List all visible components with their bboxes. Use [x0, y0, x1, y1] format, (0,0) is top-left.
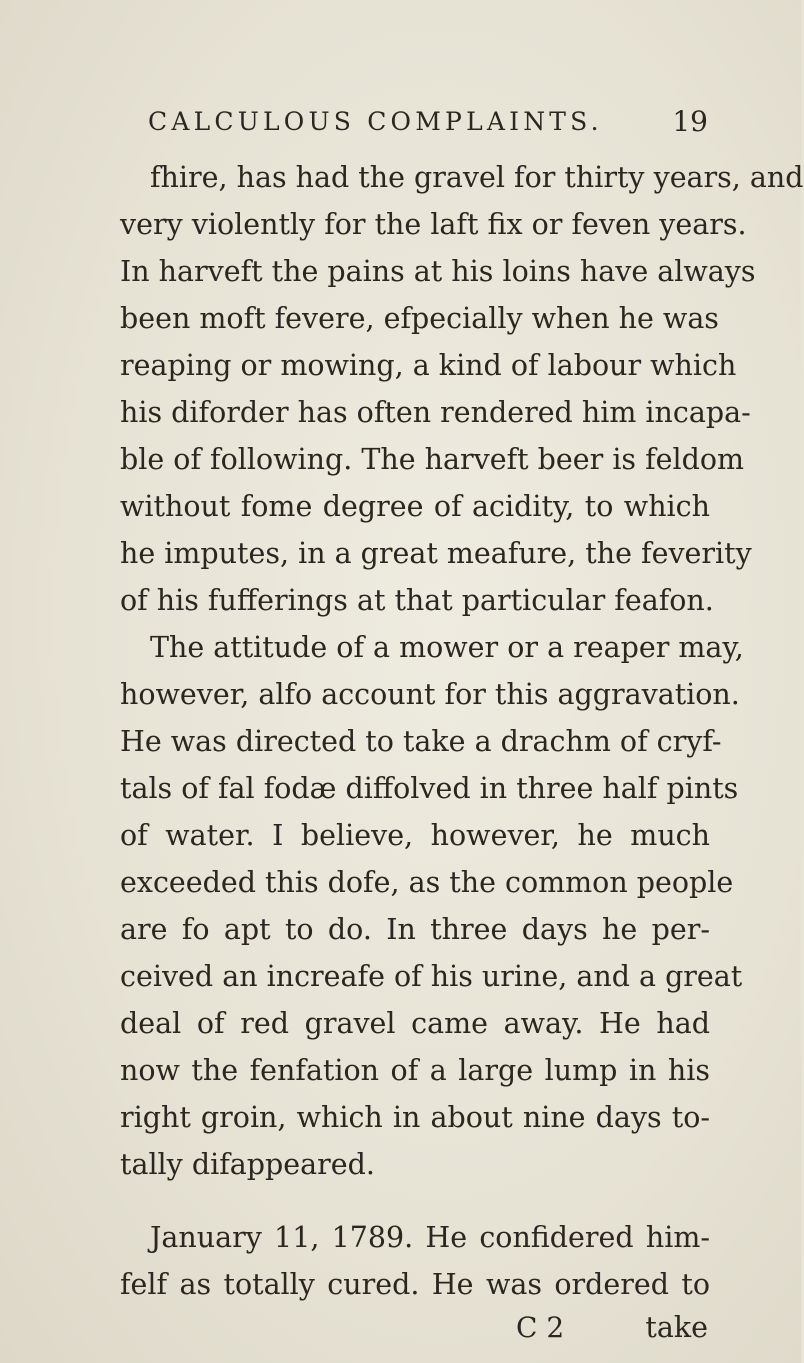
page-number: 19	[672, 105, 708, 138]
text-line: tally difappeared.	[120, 1148, 375, 1181]
text-line: right groin, which in about nine days to-	[120, 1101, 710, 1134]
text-line: He was directed to take a drachm of cryf-	[120, 725, 722, 758]
running-head: CALCULOUS COMPLAINTS.	[148, 107, 603, 136]
text-line: of water. I believe, however, he much	[120, 819, 710, 852]
text-line: however, alfo account for this aggravation.	[120, 678, 740, 711]
text-line: ceived an increafe of his urine, and a great	[120, 960, 743, 993]
text-line: of his fufferings at that particular feafon.	[120, 584, 714, 617]
catchword: take	[645, 1311, 708, 1344]
text-line: fhire, has had the gravel for thirty years, and	[150, 161, 804, 194]
signature-mark: C 2	[516, 1311, 565, 1344]
text-line: felf as totally cured. He was ordered to	[120, 1268, 710, 1301]
text-line: he imputes, in a great meafure, the feverity	[120, 537, 752, 570]
text-line: been moft fevere, efpecially when he was	[120, 302, 719, 335]
text-line: very violently for the laft fix or feven years.	[120, 208, 747, 241]
text-line: without fome degree of acidity, to which	[120, 490, 710, 523]
text-line: deal of red gravel came away. He had	[120, 1007, 710, 1040]
text-line: January 11, 1789. He confidered him-	[150, 1221, 710, 1254]
text-line: tals of fal fodæ diffolved in three half pints	[120, 772, 739, 805]
text-line: In harveft the pains at his loins have always	[120, 255, 756, 288]
text-line: are fo apt to do. In three days he per-	[120, 913, 710, 946]
text-line: now the fenfation of a large lump in his	[120, 1054, 710, 1087]
text-line: exceeded this dofe, as the common people	[120, 866, 734, 899]
text-line: ble of following. The harveft beer is feldom	[120, 443, 745, 476]
text-line: reaping or mowing, a kind of labour which	[120, 349, 737, 382]
text-line: his diforder has often rendered him incapa-	[120, 396, 751, 429]
text-line: The attitude of a mower or a reaper may,	[150, 631, 744, 664]
